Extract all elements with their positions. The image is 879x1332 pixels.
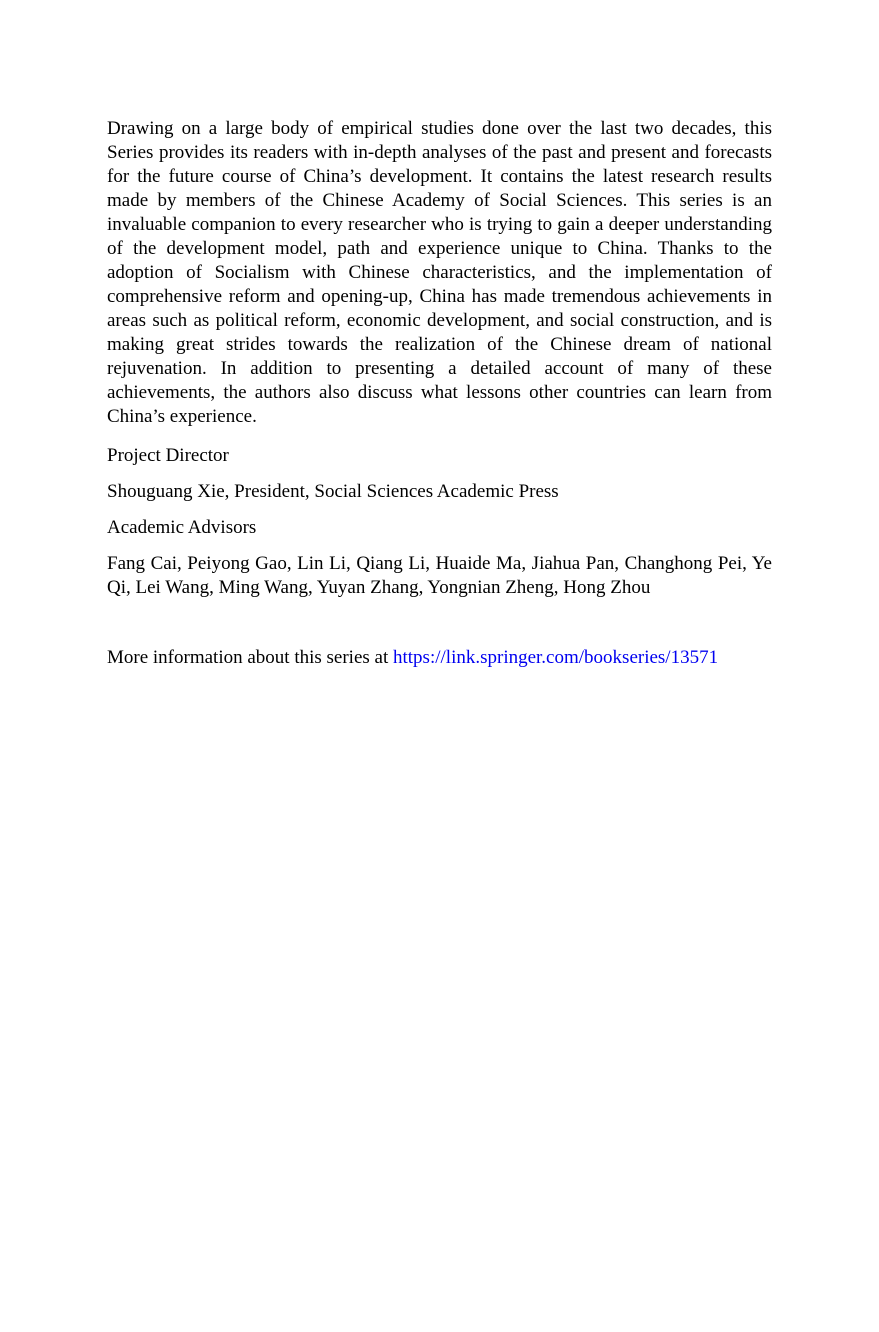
academic-advisors-heading: Academic Advisors	[107, 517, 257, 538]
academic-advisors-names: Fang Cai, Peiyong Gao, Lin Li, Qiang Li, Huaide Ma, Jiahua Pan, Changhong Pei, Ye Qi, Lei Wang, Ming Wang, Yuyan Zhang, Yongnian Zheng, Hong Zhou	[107, 553, 772, 598]
more-info-line	[107, 646, 772, 670]
book-frontmatter-page	[107, 117, 772, 670]
project-director-name: Shouguang Xie, President, Social Sciences Academic Press	[107, 481, 559, 502]
more-info-prefix-text: More information about this series at	[107, 647, 393, 668]
series-description-paragraph: Drawing on a large body of empirical studies done over the last two decades, this Series provides its readers with in-depth analyses of the past and present and forecasts for the future course of China’s development. It contains the latest research results made by members of the Chinese Academy of Social Sciences. This series is an invaluable companion to every researcher who is trying to gain a deeper understanding of the development model, path and experience unique to China. Thanks to the adoption of Socialism with Chinese characteristics, and the implementation of comprehensive reform and opening-up, China has made tremendous achievements in areas such as political reform, economic development, and social construction, and is making great strides towards the realization of the Chinese dream of national rejuvenation. In addition to presenting a detailed account of many of these achievements, the authors also discuss what lessons other countries can learn from China’s experience.	[107, 118, 772, 427]
series-link[interactable]: https://link.springer.com/bookseries/13571	[393, 647, 719, 668]
project-director-heading: Project Director	[107, 445, 229, 466]
